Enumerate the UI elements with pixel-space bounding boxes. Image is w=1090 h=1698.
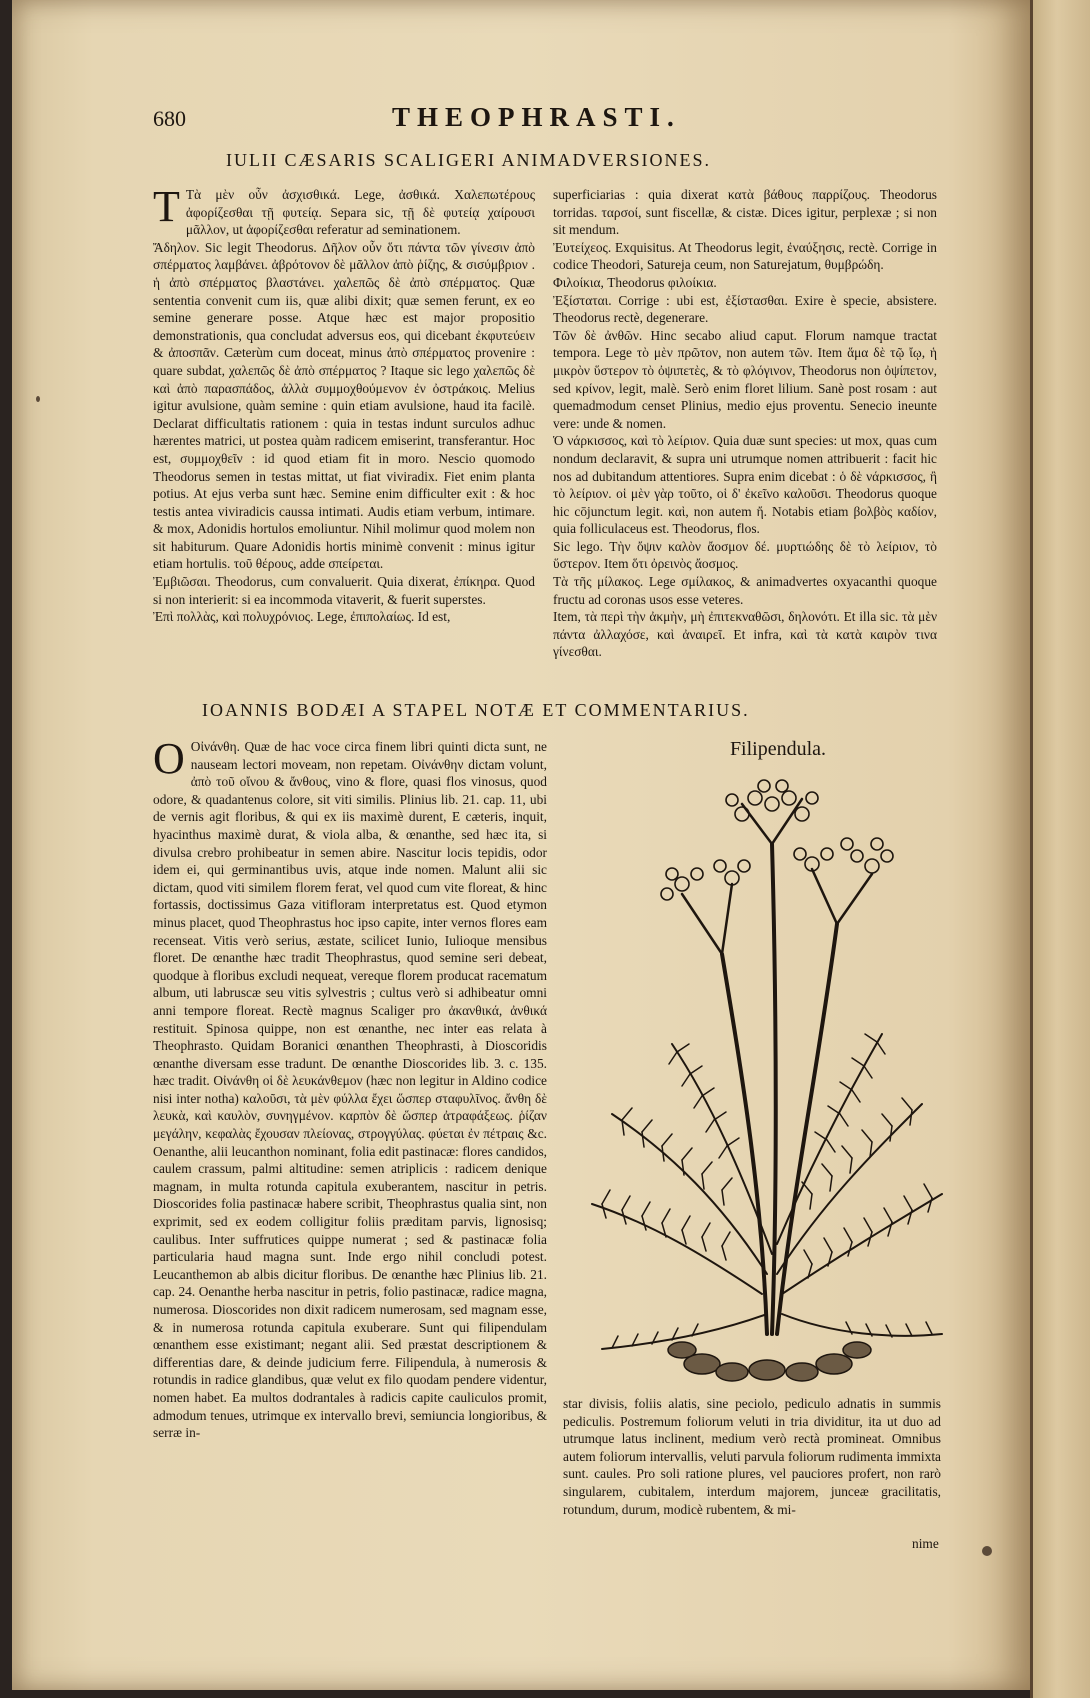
paragraph: Sic lego. Τὴν ὄψιν καλὸν ἄοσμον δέ. μυρτιώδης δὲ τὸ λείριον, τὸ ὕστερον. Item ὅτι ὀρεινὸς ἄοσμος. [553,538,937,572]
paragraph: Ἐμβιῶσαι. Theodorus, cum convaluerit. Quia dixerat, ἐπίκηρα. Quod si non interierit: si ea incommoda vitaverit, & fuerit superstes. [153,574,535,607]
drop-cap: T [153,186,180,231]
drop-cap: O [153,738,185,783]
facing-page-edge [1030,0,1090,1698]
book-page [12,0,1030,1690]
paragraph: Τὰ τῆς μίλακος. Lege σμίλακος, & animadvertes oxyacanthi quoque fructu ad coronas usos esse veteres. [553,574,937,607]
paragraph: Ἐπὶ πολλὰς, καὶ πολυχρόνιος. Lege, ἐπιπολαίως. Id est, [153,609,451,625]
bodaeus-left-column [153,738,547,1558]
scaliger-left-column [153,186,535,680]
catchword: nime [912,1536,939,1551]
ink-spot [36,396,40,402]
paragraph: superficiarias : quia dixerat κατὰ βάθους παρρίζους. Theodorus torridas. ταρσοί, sunt fiscellæ, & cistæ. Dices igitur, perplexæ ; si non sit mendum. [553,187,937,238]
paragraph: O Οἰνάνθη. Quæ de hac voce circa finem libri quinti dicta sunt, ne nauseam lectori moveam, non repetam. Οἰνάνθην dictam volunt, ἀπὸ τοῦ οἴνου & ἄνθους, vino & flore, quasi flos vinosus, quod odore, & quadantenus colore, sit viti similis. Plinius lib. 21. cap. 11, ubi de vernis agit floribus, & qui ex iis maximè durent, E cæteris, inquit, hyacinthus maximè durat, & viola alba, & œnanthe, sed hæc ita, si divulsa crebro prohibeatur in semen abire. Nascitur locis tepidis, odor idem ei, qui germinantibus uvis, atque inde nomen. Malunt alii sic dictam, quod viti similem florem ferat, vel quod cum vite floreat, & hinc fortassis, doctissimus Gaza vitifloram interpretatus est. Quod etymon minus placet, quod Theophrastus hoc ipso capite, inter vernos flores eam recenseat. Vitis verò serius, æstate, scilicet Iunio, Iulioque mensibus floret. De œnanthe hæc tradit Theophrastus, quod semine seri debeat, quodque à floribus excludi nequeat, vereque florem producat racematum album, uti labruscæ seu vitis sylvestris ; cultus verò si adhibeatur omni anni tempore floreat. Rectè magnus Scaliger pro ἀκανθικά, ἀνθικά restituit. Spinosa quippe, non est œnanthe, nec inter eas relata à Theophrasto. Quidam Boranici œnanthen Theophrasti, à Dioscoridis œnanthe diversam esse tradunt. De œnanthe Dioscorides lib. 3. c. 135. hæc tradit. Οἰνάνθη οἱ δὲ λευκάνθεμον (hæc non legitur in Aldino codice nisi inter notha) καλοῦσι, τὰ μὲν φύλλα ἔχει ὥσπερ σταφυλῖνος. ἄνθη δὲ λευκὰ, καὶ καυλὸν, συνηγμένον. καρπὸν δὲ ὥσπερ ἀτραφάξεως. ῥίζαν μεγάλην, κεφαλὰς ἔχουσαν πλείονας, στρογγύλας. φύεται ἐν πέτραις &c. Oenanthe, alii leucanthon nominant, folia edit pastinacæ: flores candidos, caulem crassum, palmi altitudine: semen atriplicis : radicem denique magnam, in multa rotunda capitula exuberantem, nascitur in petris. Dioscorides folia pastinacæ habere scribit, Theophrastus qualia sint, non exprimit, sed ex eodem colligitur foliis præditam parvis, lignosisq; caulibus. Inter suffrutices quippe numerat ; sed & pastinacæ folia particularia haud magna sunt. Inde ergo nihil concludi potest. Leucanthemon ab albis dicitur floribus. De œnanthe hæc Plinius lib. 21. cap. 24. Oenanthe herba nascitur in petris, folio pastinacæ, radice magna, numerosa. Dioscorides non dixit radicem numerosam, sed magnam esse, & in numerosa rotunda capitula exuberare. Sunt qui filipendulam œnanthem esse existimant; negant alii. Sed præstat descriptionem & differentias dare, & deinde judicium ferre. Filipendula, à numerosis & rotundis in radice glandibus, quæ velut ex filo quodam pendere videntur, nomen habet. Ea multos dodrantales à radicis capite cauliculos promit, admodum tenues, utrimque ex intervallo brevi, semiuncia longioribus, & serræ in- [153,738,547,1441]
paragraph: Φιλοίκια, Theodorus φιλοίκια. [553,274,717,290]
paragraph: T Τὰ μὲν οὖν ἀσχισθικά. Lege, ἀσθικά. Χαλεπωτέρους ἀφορίζεσθαι τῇ φυτείᾳ. Separa sic, τῇ δὲ φυτείᾳ χαίρουσι μᾶλλον, ut ἀφορίζεσθαι referatur ad seminationem. [153,186,535,238]
paragraph: Ἐξίσταται. Corrige : ubi est, ἐξίστασθαι. Exire è specie, absistere. Theodorus rectè, degenerare. [553,292,937,326]
paragraph: Τῶν δὲ ἀνθῶν. Hinc secabo aliud caput. Florum namque tractat tempora. Lege τὸ μὲν πρῶτον, non autem τῶν. Item ἅμα δὲ τῷ ἴῳ, ἡ μικρὸν ὕστερον τὸ ὀψιπετὲς, & τὸ φλόγινον, Theodorus non ὀψίπετον, sed κρίνον, legit, malè. Serò enim floret lilium. Sanè post rosam : aut quemadmodum censet Plinius, medio ejus proventu. Senecio ineunte vere: unde & nomen. [553,327,937,431]
paragraph: Ἐυτείχεος. Exquisitus. At Theodorus legit, ἐναύξησις, rectè. Corrige in codice Theodori, Satureja ceum, non Saturejatum, θυμβρώδη. [553,239,937,273]
running-head: THEOPHRASTI. [392,102,681,132]
scaliger-right-column [553,186,937,680]
page-number: 680 [153,106,186,131]
bodaeus-right-column [563,1395,941,1545]
ink-blot [982,1546,992,1556]
paragraph: Item, τὰ περὶ τὴν ἀκμὴν, μὴ ἐπιτεκναθῶσι, δηλονότι. Et illa sic. τὰ μὲν πάντα ἀλλαχόσε, καὶ ἀναιρεῖ. Et infra, καὶ τὰ κατὰ καιρὸν τινα γίνεσθαι. [553,609,937,660]
bodaeus-heading: IOANNIS BODÆI A STAPEL NOTÆ ET COMMENTARIUS. [202,700,750,720]
paragraph: Ὁ νάρκισσος, καὶ τὸ λείριον. Quia duæ sunt species: ut mox, quas cum nondum declaravit, & supra uni utrumque nomen attribuerit : facit hic nos ad dubitandum attentiores. Supra enim dicebat : ὁ δὲ νάρκισσος, ἢ τὸ λείριον. οἱ μὲν γὰρ τοῦτο, οἱ δ' ἐκεῖνο καλοῦσι. Theodorus quoque hic cōjunctum legit. καὶ, non autem ἤ. Notabis etiam βολβὸς καδίον, quia folliculaceus est. Theodorus, flos. [553,433,937,537]
paragraph: Ἄδηλον. Sic legit Theodorus. Δῆλον οὖν ὅτι πάντα τῶν γίνεσιν ἀπὸ σπέρματος λαμβάνει. ἀβρότονον δὲ μᾶλλον ἀπὸ ῥίζης, & σισύμβριον . ἡ ἀπὸ σπέρματος βλαστάνει. χαλεπῶς δὲ ἀπὸ σπέρματος. Quæ sententia convenit cum iis, quæ alibi dixit; quæ semen ferunt, ex eo semine generare posse. Atque hæc est major propositio demonstrationis, qua concludat adversus eos, qui dicebant ἐκφυτεύειν & ἀποσπᾶν. Cæterùm cum doceat, minus ἀπὸ σπέρματος provenire : quare subdat, χαλεπῶς δὲ ἀπὸ σπέρματος ? Itaque sic lego χαλεπῶς δὲ καὶ ἀπὸ παρασπάδος, ἀλλὰ συμμοχθούμενον ἐν ὀστράκοις. Melius igitur avulsione, quàm semine : quin etiam avulsione, haud ita facilè. Declarat difficultatis rationem : quia in testas indunt surculos adhuc hærentes matrici, ut postea quàm radicem emiserint, transferantur. Hoc est, συμμοχθεῖν : id quod etiam fit in moro. Nescio quomodo Theodorus semen in testas mittat, ut fiat viviradix. Fiet enim planta potius. At ejus verba sunt hæc. Semine enim difficulter exit : & hoc testis antea viviradicis caussa intimati. Audis etiam verbum, intimare. & mox, Adonidis hortulos emoliuntur. Nihil molimur quod molem non sit habiturum. Quare Adonidis hortis minimè convenit : minus igitur etiam hortulis. τοῦ θέρους, adde σπείρεται. [153,239,535,572]
scaliger-heading: IULII CÆSARIS SCALIGERI ANIMADVERSIONES. [226,150,712,170]
filipendula-woodcut [572,774,952,1386]
figure-title: Filipendula. [729,738,827,760]
paragraph: star divisis, foliis alatis, sine peciolo, pediculo adnatis in summis pediculis. Postremum foliorum veluti in tria dividitur, ita ut duo ad utrumque latus inclinent, medium verò rectà promineat. Omnibus autem foliorum intervallis, veluti parvula foliorum rudimenta immixta sunt. caules. Pro soli ratione plures, vel pauciores profert, non rarò singularem, cubitalem, interdum majorem, junceæ gracilitatis, rotundum, durum, modicè rubentem, & mi- [563,1396,941,1517]
